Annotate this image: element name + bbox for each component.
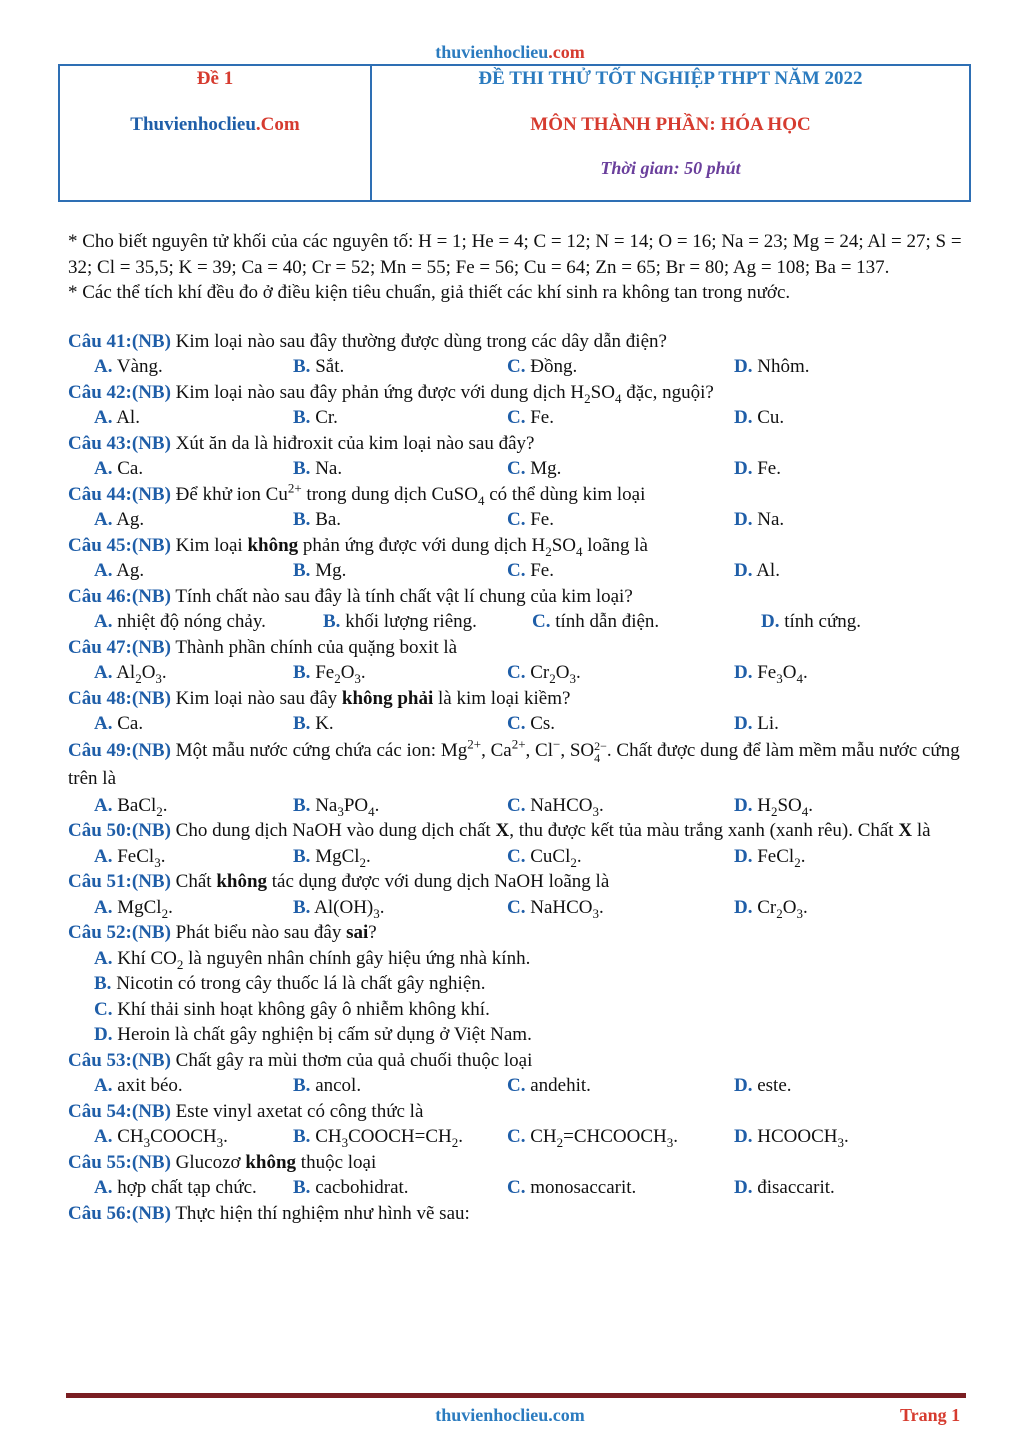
question-stem: Câu 41:(NB) Kim loại nào sau đây thường được dùng trong các dây dẫn điện? bbox=[68, 330, 667, 352]
question-stem: Câu 42:(NB) Kim loại nào sau đây phản ứng được với dung dịch $H_2SO_4$ đặc, nguội? bbox=[68, 381, 714, 406]
option-a[interactable]: A. axit béo. bbox=[94, 1075, 183, 1096]
question-50 bbox=[68, 818, 963, 869]
option-c[interactable]: C. $CH_2=CHCOOCH_3$. bbox=[507, 1126, 679, 1150]
option-b[interactable]: B. Nicotin có trong cây thuốc lá là chất gây nghiện. bbox=[94, 973, 486, 994]
option-c[interactable]: C. andehit. bbox=[507, 1075, 591, 1096]
option-b[interactable]: B. ancol. bbox=[293, 1075, 362, 1096]
option-b[interactable]: B. $CH_3COOCH=CH_2$. bbox=[293, 1126, 463, 1150]
option-c[interactable]: C. Fe. bbox=[507, 509, 554, 530]
option-b[interactable]: B. Ba. bbox=[293, 509, 342, 530]
options-row bbox=[68, 507, 963, 533]
option-b[interactable]: B. Sắt. bbox=[293, 356, 345, 377]
option-c[interactable]: C. NaHCO$_3$. bbox=[507, 794, 604, 819]
option-c[interactable]: C. tính dẫn điện. bbox=[532, 611, 660, 632]
option-b[interactable]: B. $Al(OH)_3$. bbox=[293, 896, 385, 921]
option-d[interactable]: D. đisaccarit. bbox=[734, 1177, 835, 1198]
option-b[interactable]: B. $Fe_2O_3$. bbox=[293, 662, 366, 686]
option-a[interactable]: A. hợp chất tạp chức. bbox=[94, 1177, 257, 1198]
question-52 bbox=[68, 920, 963, 1048]
option-c[interactable]: C. Đồng. bbox=[507, 356, 578, 377]
option-a[interactable]: A. Ag. bbox=[94, 560, 145, 581]
option-a[interactable]: A. $Al_2O_3$. bbox=[94, 662, 167, 686]
option-b[interactable]: B. khối lượng riêng. bbox=[323, 611, 477, 632]
options-row bbox=[68, 1124, 963, 1150]
question-stem: Câu 54:(NB) Este vinyl axetat có công thức là bbox=[68, 1100, 424, 1122]
question-stem: Câu 49:(NB) Một mẫu nước cứng chứa các ion: $Mg^{2+}$, $Ca^{2+}$, Cl−, SO 2− 4 . Chất được dung để làm mềm mẫu nước cứng trên là bbox=[68, 736, 960, 789]
option-a[interactable]: A. MgCl$_2$. bbox=[94, 896, 173, 921]
option-c[interactable]: C. Mg. bbox=[507, 458, 562, 479]
option-c[interactable]: C. Fe. bbox=[507, 560, 554, 581]
option-c[interactable]: C. Fe. bbox=[507, 407, 554, 428]
option-a[interactable]: A. nhiệt độ nóng chảy. bbox=[94, 611, 266, 632]
options-row bbox=[68, 660, 963, 686]
question-stem: Câu 53:(NB) Chất gây ra mùi thơm của quả chuối thuộc loại bbox=[68, 1049, 533, 1071]
options-row bbox=[68, 609, 963, 635]
exam-header bbox=[58, 64, 971, 202]
question-stem: Câu 46:(NB) Tính chất nào sau đây là tính chất vật lí chung của kim loại? bbox=[68, 585, 633, 607]
exam-subject: MÔN THÀNH PHẦN: HÓA HỌC bbox=[530, 114, 811, 135]
question-list bbox=[68, 329, 963, 1227]
question-stem: Câu 56:(NB) Thực hiện thí nghiệm như hình vẽ sau: bbox=[68, 1202, 470, 1224]
option-d[interactable]: D. este. bbox=[734, 1075, 792, 1096]
option-b[interactable]: B. Na. bbox=[293, 458, 343, 479]
option-d[interactable]: D. $Fe_3O_4$. bbox=[734, 662, 808, 686]
option-a[interactable]: A. $CH_3COOCH_3$. bbox=[94, 1126, 228, 1150]
option-b[interactable]: B. Cr. bbox=[293, 407, 338, 428]
option-d[interactable]: D. Al. bbox=[734, 560, 780, 581]
option-d[interactable]: D. FeCl$_2$. bbox=[734, 845, 806, 870]
option-a[interactable]: A. Ca. bbox=[94, 458, 144, 479]
option-c[interactable]: C. NaHCO$_3$. bbox=[507, 896, 604, 921]
question-47 bbox=[68, 635, 963, 686]
note-atomic-masses: * Cho biết nguyên tử khối của các nguyên tố: H = 1; He = 4; C = 12; N = 14; O = 16; Na = 23; Mg = 24; Al = 27; S = 32; Cl = 35,5; K = 39; Ca = 40; Cr = 52; Mn = 55; Fe = 56; Cu = 64; Zn = 65; Br = 80; Ag = 108; Ba = 137. bbox=[68, 231, 962, 278]
options-row bbox=[68, 711, 963, 737]
question-stem: Câu 55:(NB) Glucozơ không thuộc loại bbox=[68, 1151, 377, 1173]
question-stem: Câu 44:(NB) Để khử ion $Cu^{2+}$ trong dung dịch CuSO$_4$ có thể dùng kim loại bbox=[68, 480, 646, 508]
option-b[interactable]: B. cacbohidrat. bbox=[293, 1177, 409, 1198]
options-row bbox=[68, 558, 963, 584]
site-watermark-top: thuvienhoclieu.com bbox=[435, 42, 585, 62]
option-a[interactable]: A. FeCl$_3$. bbox=[94, 845, 166, 870]
options-row bbox=[68, 844, 963, 870]
option-d[interactable]: D. Na. bbox=[734, 509, 785, 530]
question-42 bbox=[68, 380, 963, 431]
question-54 bbox=[68, 1099, 963, 1150]
option-d[interactable]: D. $HCOOCH_3$. bbox=[734, 1126, 849, 1150]
options-row bbox=[68, 1073, 963, 1099]
option-b[interactable]: B. Mg. bbox=[293, 560, 347, 581]
option-a[interactable]: A. Al. bbox=[94, 407, 140, 428]
question-stem: Câu 51:(NB) Chất không tác dụng được với dung dịch NaOH loãng là bbox=[68, 871, 610, 892]
question-stem: Câu 50:(NB) Cho dung dịch NaOH vào dung dịch chất X, thu được kết tủa màu trắng xanh (xanh rêu). Chất X là bbox=[68, 820, 931, 841]
option-d[interactable]: D. Heroin là chất gây nghiện bị cấm sử dụng ở Việt Nam. bbox=[94, 1024, 532, 1045]
question-46 bbox=[68, 584, 963, 635]
exam-body bbox=[68, 229, 963, 1226]
option-c[interactable]: C. Khí thải sinh hoạt không gây ô nhiễm không khí. bbox=[94, 998, 490, 1020]
question-56 bbox=[68, 1201, 963, 1227]
footer-divider bbox=[66, 1393, 966, 1398]
option-c[interactable]: C. Cs. bbox=[507, 713, 556, 734]
question-55 bbox=[68, 1150, 963, 1201]
option-c[interactable]: C. CuCl$_2$. bbox=[507, 845, 582, 870]
option-b[interactable]: B. K. bbox=[293, 713, 334, 734]
question-stem: Câu 45:(NB) Kim loại không phản ứng được với dung dịch $H_2SO_4$ loãng là bbox=[68, 534, 648, 559]
option-a[interactable]: A. BaCl$_2$. bbox=[94, 794, 168, 819]
option-a[interactable]: A. Ag. bbox=[94, 509, 145, 530]
option-a[interactable]: A. Vàng. bbox=[94, 356, 163, 377]
option-a[interactable]: A. Khí $CO_2$ là nguyên nhân chính gây hiệu ứng nhà kính. bbox=[94, 947, 531, 972]
question-53 bbox=[68, 1048, 963, 1099]
options-row bbox=[68, 405, 963, 431]
options-row bbox=[68, 354, 963, 380]
option-d[interactable]: D. Cu. bbox=[734, 407, 785, 428]
option-a[interactable]: A. Ca. bbox=[94, 713, 144, 734]
question-49 bbox=[68, 737, 963, 819]
page-number: Trang 1 bbox=[900, 1405, 961, 1425]
footer-site: thuvienhoclieu.com bbox=[435, 1405, 585, 1425]
options-row bbox=[68, 793, 963, 819]
option-d[interactable]: D. tính cứng. bbox=[761, 611, 862, 632]
header-right-cell bbox=[372, 66, 969, 200]
option-c[interactable]: C. $Cr_2O_3$. bbox=[507, 662, 581, 686]
option-d[interactable]: D. Li. bbox=[734, 713, 779, 734]
exam-time: Thời gian: 50 phút bbox=[600, 158, 741, 178]
question-stem: Câu 47:(NB) Thành phần chính của quặng boxit là bbox=[68, 636, 458, 658]
question-44 bbox=[68, 482, 963, 533]
options-row bbox=[68, 456, 963, 482]
question-stem: Câu 52:(NB) Phát biểu nào sau đây sai? bbox=[68, 922, 377, 943]
option-c[interactable]: C. monosaccarit. bbox=[507, 1177, 637, 1198]
option-b[interactable]: B. MgCl$_2$. bbox=[293, 845, 371, 870]
brand-name: Thuvienhoclieu.Com bbox=[130, 114, 300, 135]
option-d[interactable]: D. $Cr_2O_3$. bbox=[734, 896, 808, 921]
options-row bbox=[68, 1175, 963, 1201]
question-stem: Câu 48:(NB) Kim loại nào sau đây không phải là kim loại kiềm? bbox=[68, 687, 571, 709]
question-48 bbox=[68, 686, 963, 737]
question-41 bbox=[68, 329, 963, 380]
option-b[interactable]: B. $Na_3PO_4$. bbox=[293, 794, 380, 819]
header-left-cell bbox=[60, 66, 372, 200]
question-stem: Câu 43:(NB) Xút ăn da là hiđroxit của kim loại nào sau đây? bbox=[68, 432, 535, 454]
options-row bbox=[68, 895, 963, 921]
note-gas-conditions: * Các thể tích khí đều đo ở điều kiện tiêu chuẩn, giả thiết các khí sinh ra không tan trong nước. bbox=[68, 282, 791, 303]
option-d[interactable]: D. Nhôm. bbox=[734, 356, 810, 377]
exam-code: Đề 1 bbox=[196, 68, 234, 89]
option-d[interactable]: D. $H_2SO_4$. bbox=[734, 794, 814, 819]
question-43 bbox=[68, 431, 963, 482]
question-45 bbox=[68, 533, 963, 584]
exam-title: ĐỀ THI THỬ TỐT NGHIỆP THPT NĂM 2022 bbox=[478, 68, 863, 89]
option-d[interactable]: D. Fe. bbox=[734, 458, 781, 479]
question-51 bbox=[68, 869, 963, 920]
